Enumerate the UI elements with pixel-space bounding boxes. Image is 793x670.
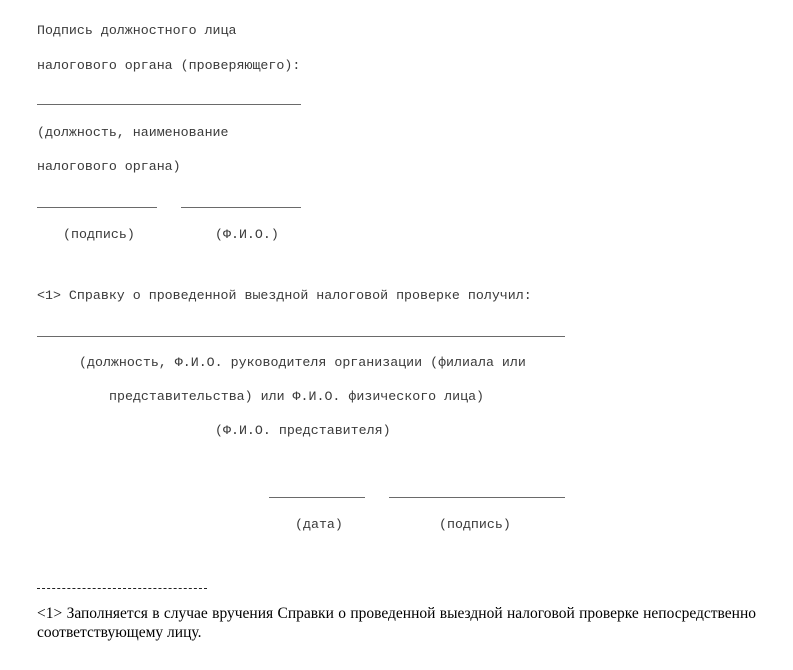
date-field-line bbox=[269, 497, 365, 498]
recipient-field-line bbox=[37, 336, 565, 337]
official-signature-title-line2: налогового органа (проверяющего): bbox=[37, 58, 301, 73]
official-signature-title-line1: Подпись должностного лица bbox=[37, 23, 237, 38]
date-caption: (дата) bbox=[295, 517, 343, 532]
position-field-line bbox=[37, 104, 301, 105]
receipt-heading: <1> Справку о проведенной выездной налоговой проверке получил: bbox=[37, 288, 532, 303]
recipient-caption-line1: (должность, Ф.И.О. руководителя организации (филиала или bbox=[79, 355, 526, 370]
official-name-field-line bbox=[181, 207, 301, 208]
official-name-caption: (Ф.И.О.) bbox=[215, 227, 279, 242]
position-caption-line2: налогового органа) bbox=[37, 159, 181, 174]
recipient-signature-caption: (подпись) bbox=[439, 517, 511, 532]
position-caption-line1: (должность, наименование bbox=[37, 125, 229, 140]
recipient-caption-line2: представительства) или Ф.И.О. физического лица) bbox=[109, 389, 485, 404]
official-signature-caption: (подпись) bbox=[63, 227, 135, 242]
footnote-separator bbox=[37, 588, 207, 589]
official-signature-field-line bbox=[37, 207, 157, 208]
recipient-caption-line3: (Ф.И.О. представителя) bbox=[215, 423, 391, 438]
footnote-text: <1> Заполняется в случае вручения Справки о проведенной выездной налоговой проверке непосредственно соответствующему лицу. bbox=[37, 605, 756, 641]
recipient-signature-field-line bbox=[389, 497, 565, 498]
